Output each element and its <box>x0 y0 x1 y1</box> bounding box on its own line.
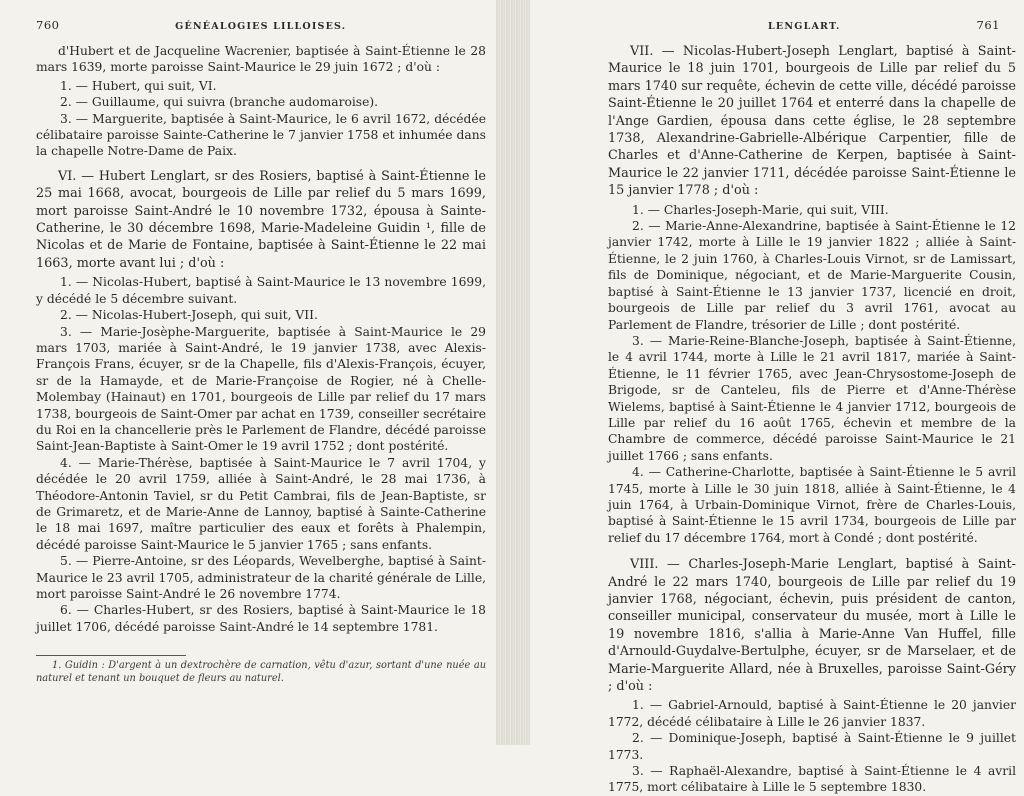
generation-heading-vii: VII. — Nicolas-Hubert-Joseph Lenglart, baptisé à Saint-Maurice le 18 juin 1701, bourgeois de Lille par relief du 5 mars 1740 sur requête, échevin de cette ville, décédé paroisse Saint-Étienne le 20 juillet 1764 et enterré dans la chapelle de l'Ange Gardien, épousa dans cette église, le 28 septembre 1738, Alexandrine-Gabrielle-Albérique Carpentier, fille de Charles et d'Anne-Catherine de Kerpen, baptisée à Saint-Maurice le 22 janvier 1711, décédée paroisse Saint-Étienne le 15 janvier 1778 ; d'où : <box>608 44 1016 199</box>
list-item: 2. — Dominique-Joseph, baptisé à Saint-Étienne le 9 juillet 1773. <box>608 731 1016 762</box>
right-running-title: LENGLART. <box>768 21 841 32</box>
list-item: 6. — Charles-Hubert, sr des Rosiers, baptisé à Saint-Maurice le 18 juillet 1706, décédé paroisse Saint-André le 14 septembre 1781. <box>36 603 486 634</box>
book-gutter <box>496 0 530 745</box>
list-item: 3. — Marie-Reine-Blanche-Joseph, baptisée à Saint-Étienne, le 4 avril 1744, morte à Lille le 21 avril 1817, mariée à Saint-Étienne, le 11 février 1765, avec Jean-Chrysostome-Joseph de Brigode, sr de Canteleu, fils de Pierre et d'Anne-Thérèse Wielems, baptisé à Saint-Étienne le 4 janvier 1712, bourgeois de Lille par relief du 16 août 1765, échevin et membre de la Chambre de commerce, décédé paroisse Saint-Maurice le 21 juillet 1766 ; sans enfants. <box>608 333 1016 463</box>
list-item: 2. — Marie-Anne-Alexandrine, baptisée à Saint-Étienne le 12 janvier 1742, morte à Lille le 19 janvier 1822 ; alliée à Saint-Étienne, le 2 juin 1760, à Charles-Louis Virnot, sr de Lamissart, fils de Dominique, négociant, et de Marie-Marguerite Cousin, baptisé à Saint-Étienne le 13 janvier 1737, licencié en droit, bourgeois de Lille par relief du 3 avril 1761, avocat au Parlement de Flandre, trésorier de Lille ; dont postérité. <box>608 219 1016 332</box>
list-item: 1. — Hubert, qui suit, VI. <box>60 78 217 93</box>
left-page-number: 760 <box>36 18 60 32</box>
left-running-head <box>36 18 486 34</box>
left-running-title: GÉNÉALOGIES LILLOISES. <box>175 21 347 32</box>
list-item: 3. — Marie-Josèphe-Marguerite, baptisée à Saint-Maurice le 29 mars 1703, mariée à Saint-André, le 19 janvier 1738, avec Alexis-François Frans, écuyer, sr de la Chapelle, fils d'Alexis-François, écuyer, sr de la Hamayde, et de Marie-Françoise de Rogier, né à Chelle-Molembay (Hainaut) en 1701, bourgeois de Lille par relief du 17 mars 1738, bourgeois de Saint-Omer par achat en 1739, conseiller secrétaire du Roi en la chancellerie près le Parlement de Flandre, décédé paroisse Saint-Jean-Baptiste à Saint-Omer le 19 avril 1752 ; dont postérité. <box>36 324 486 454</box>
generation-heading-viii: VIII. — Charles-Joseph-Marie Lenglart, baptisé à Saint-André le 22 mars 1740, bourgeois de Lille par relief du 19 janvier 1768, négociant, échevin, puis président de canton, conseiller municipal, conservateur du musée, mort à Lille le 19 novembre 1816, s'allia à Marie-Anne Van Huffel, fille d'Arnould-Guydalve-Bertulphe, écuyer, sr de Marselaer, et de Marie-Marguerite Allard, née à Bruxelles, paroisse Saint-Géry ; d'où : <box>608 557 1016 695</box>
list-item: 2. — Guillaume, qui suivra (branche audomaroise). <box>60 95 379 110</box>
paragraph: d'Hubert et de Jacqueline Wacrenier, baptisée à Saint-Étienne le 28 mars 1639, morte paroisse Saint-Maurice le 29 juin 1672 ; d'où : <box>36 44 486 75</box>
list-item: 3. — Raphaël-Alexandre, baptisé à Saint-Étienne le 4 avril 1775, mort célibataire à Lille le 5 septembre 1830. <box>608 764 1016 795</box>
left-page <box>0 0 496 745</box>
list-item: 3. — Marguerite, baptisée à Saint-Maurice, le 6 avril 1672, décédée célibataire paroisse Sainte-Catherine le 7 janvier 1758 et inhumée dans la chapelle Notre-Dame de Paix. <box>36 111 486 159</box>
footnote-divider <box>36 655 186 656</box>
list-item: 4. — Marie-Thérèse, baptisée à Saint-Maurice le 7 avril 1704, y décédée le 20 avril 1759, alliée à Saint-André, le 28 mai 1736, à Théodore-Antonin Taviel, sr du Petit Cambrai, fils de Jean-Baptiste, sr de Grimaretz, et de Marie-Anne de Lannoy, baptisé à Sainte-Catherine le 18 mai 1697, maître particulier des eaux et forêts à Phalempin, décédé paroisse Saint-Maurice le 5 janvier 1765 ; sans enfants. <box>36 455 486 552</box>
list-item: 4. — Catherine-Charlotte, baptisée à Saint-Étienne le 5 avril 1745, morte à Lille le 30 juin 1818, alliée à Saint-Étienne, le 4 juin 1764, à Urbain-Dominique Virnot, frère de Charles-Louis, baptisé à Saint-Étienne le 15 avril 1734, bourgeois de Lille par relief du 17 décembre 1764, mort à Condé ; dont postérité. <box>608 465 1016 545</box>
right-page-number: 761 <box>976 18 1000 32</box>
list-item: 1. — Nicolas-Hubert, baptisé à Saint-Maurice le 13 novembre 1699, y décédé le 5 décembre suivant. <box>36 275 486 306</box>
right-page <box>530 0 1024 795</box>
generation-heading-vi: VI. — Hubert Lenglart, sr des Rosiers, baptisé à Saint-Étienne le 25 mai 1668, avocat, bourgeois de Lille par relief du 5 mars 1699, mort paroisse Saint-André le 10 novembre 1732, épousa à Sainte-Catherine, le 30 décembre 1698, Marie-Madeleine Guidin ¹, fille de Nicolas et de Marie de Fontaine, baptisée à Saint-Étienne le 22 mai 1663, morte avant lui ; d'où : <box>36 168 486 271</box>
right-running-head <box>608 18 1016 34</box>
list-item: 2. — Nicolas-Hubert-Joseph, qui suit, VII. <box>60 308 318 323</box>
footnote: 1. Guidin : D'argent à un dextrochère de carnation, vêtu d'azur, sortant d'une nuée au naturel et tenant un bouquet de fleurs au naturel. <box>36 660 486 684</box>
list-item: 1. — Charles-Joseph-Marie, qui suit, VIII. <box>632 202 889 217</box>
list-item: 1. — Gabriel-Arnould, baptisé à Saint-Étienne le 20 janvier 1772, décédé célibataire à Lille le 26 janvier 1837. <box>608 698 1016 729</box>
list-item: 5. — Pierre-Antoine, sr des Léopards, Wevelberghe, baptisé à Saint-Maurice le 23 avril 1705, administrateur de la charité générale de Lille, mort paroisse Saint-André le 26 novembre 1774. <box>36 554 486 601</box>
